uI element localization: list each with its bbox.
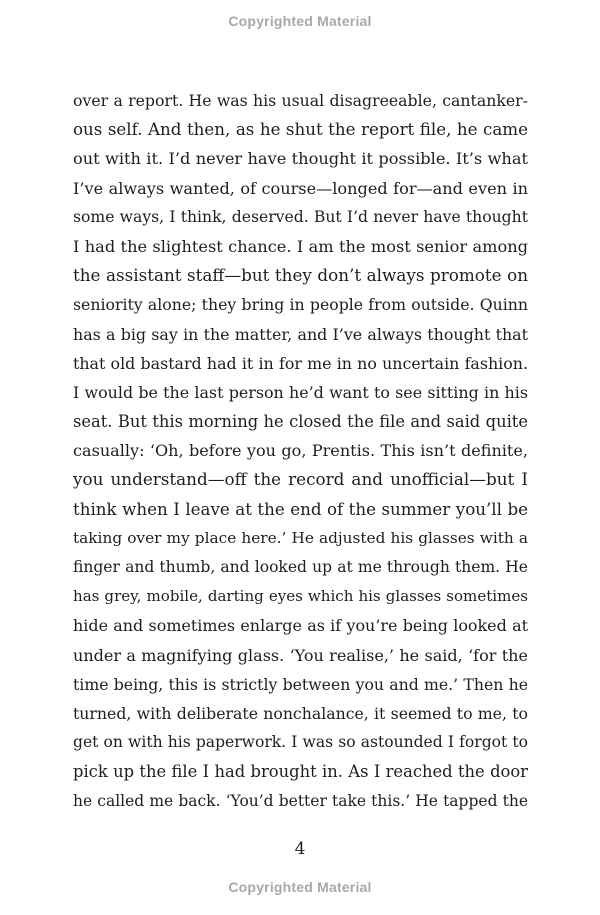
text-line: finger and thumb, and looked up at me through them. He bbox=[73, 558, 528, 576]
text-line: casually: ‘Oh, before you go, Prentis. This isn’t definite, bbox=[73, 441, 528, 461]
copyright-watermark-bottom: Copyrighted Material bbox=[228, 879, 372, 895]
text-line: the assistant staff—but they don’t always promote on bbox=[73, 265, 528, 286]
text-line: you understand—off the record and unofficial—but I bbox=[73, 469, 528, 490]
text-line: hide and sometimes enlarge as if you’re being looked at bbox=[73, 616, 528, 636]
text-line: that old bastard had it in for me in no uncertain fashion. bbox=[73, 353, 528, 373]
text-line: some ways, I think, deserved. But I’d never have thought bbox=[73, 207, 528, 226]
text-line: under a magnifying glass. ‘You realise,’ he said, ‘for the bbox=[73, 645, 528, 665]
text-line: has grey, mobile, darting eyes which his glasses sometimes bbox=[73, 587, 528, 606]
copyright-watermark-top: Copyrighted Material bbox=[228, 13, 372, 29]
text-line: get on with his paperwork. I was so astounded I forgot to bbox=[73, 733, 528, 752]
page-number: 4 bbox=[294, 839, 306, 859]
text-line: seniority alone; they bring in people from outside. Quinn bbox=[73, 295, 528, 315]
text-line: has a big say in the matter, and I’ve always thought that bbox=[73, 324, 528, 344]
text-line: out with it. I’d never have thought it possible. It’s what bbox=[73, 149, 528, 169]
text-line: think when I leave at the end of the summer you’ll be bbox=[73, 499, 528, 519]
text-line: turned, with deliberate nonchalance, it seemed to me, to bbox=[73, 703, 528, 723]
text-line: he called me back. ‘You’d better take this.’ He tapped the bbox=[73, 791, 528, 810]
text-line: seat. But this morning he closed the file and said quite bbox=[73, 412, 528, 432]
text-line: ous self. And then, as he shut the report file, he came bbox=[73, 120, 528, 140]
text-line: taking over my place here.’ He adjusted his glasses with a bbox=[73, 528, 528, 547]
text-line: I had the slightest chance. I am the most senior among bbox=[73, 236, 528, 256]
body-text bbox=[73, 86, 528, 816]
text-line: pick up the file I had brought in. As I reached the door bbox=[73, 762, 528, 782]
text-line: over a report. He was his usual disagreeable, cantanker- bbox=[73, 91, 528, 110]
text-line: time being, this is strictly between you and me.’ Then he bbox=[73, 674, 528, 694]
text-line: I would be the last person he’d want to see sitting in his bbox=[73, 382, 528, 402]
text-line: I’ve always wanted, of course—longed for—and even in bbox=[73, 178, 528, 198]
